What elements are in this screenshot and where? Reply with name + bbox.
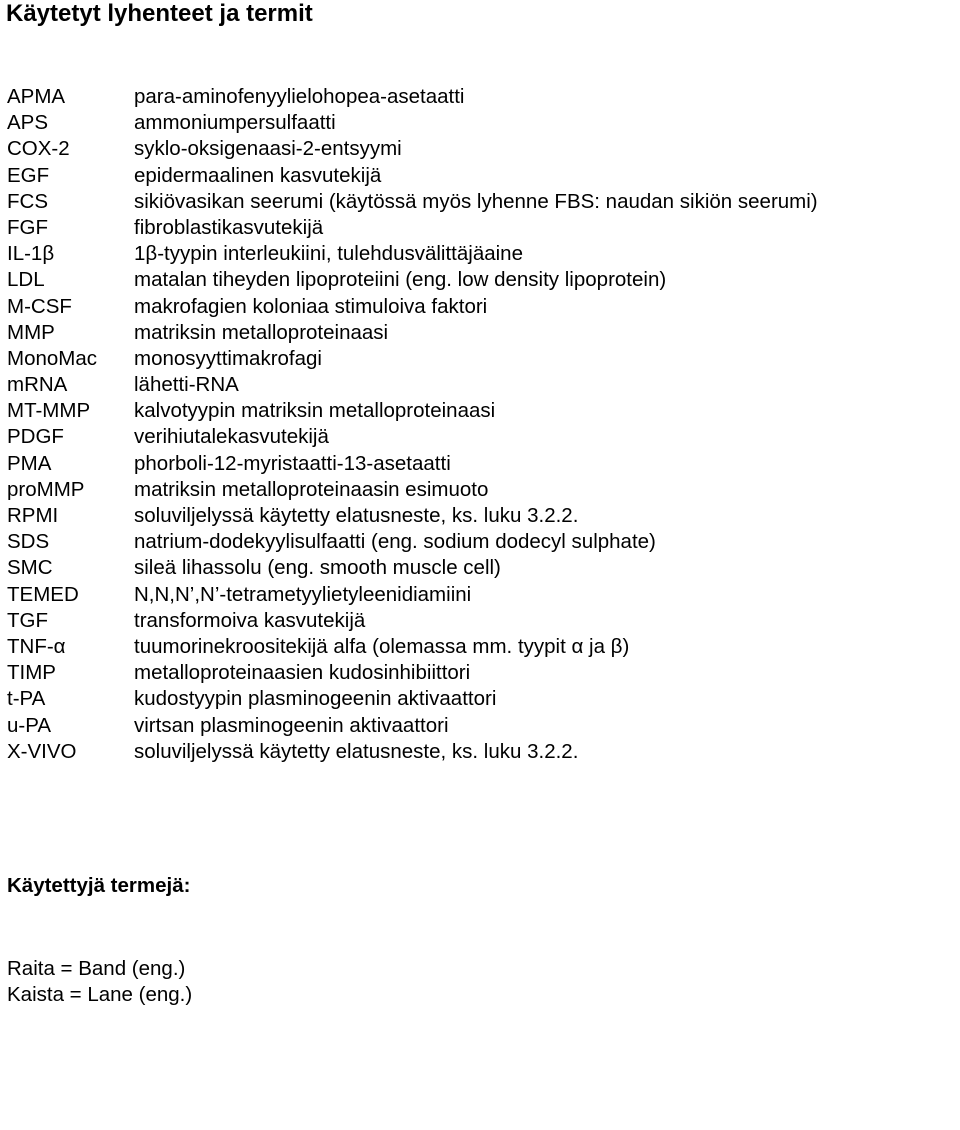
abbreviation-row — [7, 84, 957, 110]
abbreviation-definition: kudostyypin plasminogeenin aktivaattori — [134, 687, 497, 711]
abbreviation-term: TIMP — [7, 661, 56, 685]
abbreviation-row — [7, 294, 957, 320]
abbreviation-row — [7, 372, 957, 398]
abbreviation-row — [7, 660, 957, 686]
terms-list — [7, 956, 192, 1008]
abbreviation-term: PMA — [7, 451, 52, 475]
abbreviation-row — [7, 529, 957, 555]
abbreviation-term: M-CSF — [7, 294, 72, 318]
abbreviation-definition: kalvotyypin matriksin metalloproteinaasi — [134, 399, 496, 423]
abbreviation-row — [7, 163, 957, 189]
abbreviation-definition: sikiövasikan seerumi (käytössä myös lyhenne FBS: naudan sikiön seerumi) — [134, 189, 818, 213]
abbreviation-term: TNF-α — [7, 634, 66, 658]
abbreviation-term: FGF — [7, 215, 48, 239]
abbreviation-term: TEMED — [7, 582, 79, 606]
abbreviation-definition: matriksin metalloproteinaasin esimuoto — [134, 477, 489, 501]
abbreviation-term: MMP — [7, 320, 55, 344]
abbreviation-term: TGF — [7, 608, 48, 632]
abbreviation-term: RPMI — [7, 504, 59, 527]
abbreviation-row — [7, 477, 957, 503]
abbreviation-term: X-VIVO — [7, 739, 77, 763]
abbreviation-definition: natrium-dodekyylisulfaatti (eng. sodium dodecyl sulphate) — [134, 530, 656, 554]
abbreviation-row — [7, 398, 957, 424]
term-entry: Raita = Band (eng.) — [7, 957, 186, 980]
abbreviation-definition: verihiutalekasvutekijä — [134, 425, 329, 449]
abbreviation-definition: makrofagien koloniaa stimuloiva faktori — [134, 294, 488, 318]
abbreviation-term: t-PA — [7, 687, 46, 711]
abbreviation-term: EGF — [7, 163, 50, 187]
abbreviation-definition: 1β-tyypin interleukiini, tulehdusvälittäjäaine — [134, 242, 523, 266]
abbreviation-term: COX-2 — [7, 137, 70, 161]
abbreviation-definition: virtsan plasminogeenin aktivaattori — [134, 713, 449, 737]
abbreviation-term: FCS — [7, 189, 48, 213]
abbreviation-row — [7, 424, 957, 450]
abbreviation-term: PDGF — [7, 425, 64, 449]
abbreviation-definition: phorboli-12-myristaatti-13-asetaatti — [134, 451, 451, 475]
abbreviation-row — [7, 346, 957, 372]
abbreviation-definition: soluviljelyssä käytetty elatusneste, ks. luku 3.2.2. — [134, 504, 579, 527]
term-entry: Kaista = Lane (eng.) — [7, 983, 193, 1006]
abbreviation-row — [7, 608, 957, 634]
abbreviation-row — [7, 215, 957, 241]
abbreviation-definition: syklo-oksigenaasi-2-entsyymi — [134, 137, 402, 161]
abbreviation-row — [7, 634, 957, 660]
abbreviation-definition: lähetti-RNA — [134, 373, 239, 397]
terms-heading: Käytettyjä termejä: — [7, 874, 191, 897]
abbreviation-definition: sileä lihassolu (eng. smooth muscle cell) — [134, 556, 501, 580]
abbreviation-term: proMMP — [7, 477, 85, 501]
abbreviation-term: u-PA — [7, 713, 52, 737]
abbreviation-row — [7, 503, 957, 529]
abbreviation-term: SDS — [7, 530, 50, 554]
abbreviation-definition: fibroblastikasvutekijä — [134, 215, 324, 239]
abbreviation-row — [7, 739, 957, 765]
abbreviation-definition: ammoniumpersulfaatti — [134, 111, 336, 135]
abbreviation-row — [7, 241, 957, 267]
page-title: Käytetyt lyhenteet ja termit — [6, 0, 313, 27]
abbreviation-definition: matriksin metalloproteinaasi — [134, 320, 389, 344]
abbreviation-row — [7, 582, 957, 608]
abbreviation-term: SMC — [7, 556, 53, 580]
abbreviation-row — [7, 189, 957, 215]
abbreviation-term: APMA — [7, 85, 66, 108]
abbreviation-row — [7, 713, 957, 739]
abbreviation-row — [7, 320, 957, 346]
abbreviation-row — [7, 267, 957, 293]
abbreviation-definition: para-aminofenyylielohopea-asetaatti — [134, 85, 465, 108]
abbreviation-term: LDL — [7, 268, 45, 292]
abbreviation-row — [7, 136, 957, 162]
abbreviation-definition: matalan tiheyden lipoproteiini (eng. low density lipoprotein) — [134, 268, 667, 292]
abbreviation-definition: N,N,N’,N’-tetrametyylietyleenidiamiini — [134, 582, 472, 606]
abbreviation-definition: soluviljelyssä käytetty elatusneste, ks. luku 3.2.2. — [134, 739, 579, 763]
abbreviation-term: MonoMac — [7, 346, 98, 370]
abbreviation-definition: monosyyttimakrofagi — [134, 346, 322, 370]
abbreviation-list — [7, 84, 957, 765]
abbreviation-row — [7, 110, 957, 136]
abbreviation-term: mRNA — [7, 373, 68, 397]
abbreviation-definition: tuumorinekroositekijä alfa (olemassa mm. tyypit α ja β) — [134, 634, 630, 658]
abbreviation-definition: metalloproteinaasien kudosinhibiittori — [134, 661, 471, 685]
abbreviation-row — [7, 451, 957, 477]
abbreviation-row — [7, 555, 957, 581]
abbreviation-definition: epidermaalinen kasvutekijä — [134, 163, 382, 187]
abbreviation-term: APS — [7, 111, 49, 135]
abbreviation-row — [7, 686, 957, 712]
abbreviation-term: IL-1β — [7, 242, 55, 266]
abbreviation-term: MT-MMP — [7, 399, 91, 423]
abbreviation-definition: transformoiva kasvutekijä — [134, 608, 366, 632]
